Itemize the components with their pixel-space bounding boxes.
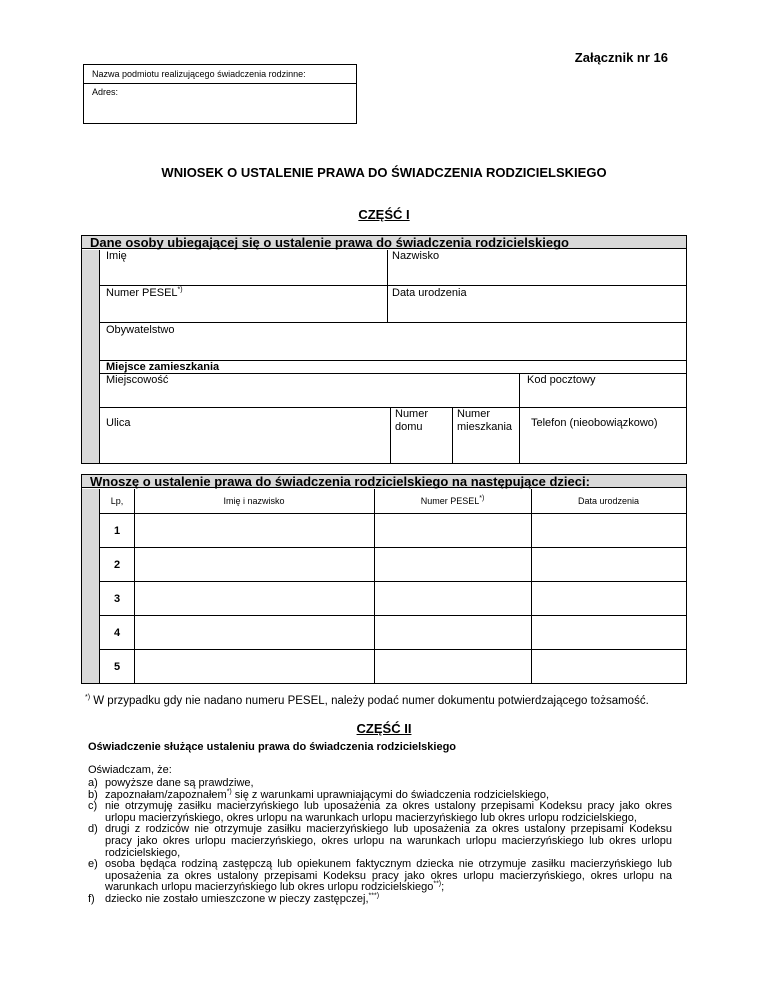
list-item: e) osoba będąca rodziną zastępczą lub opiekunem faktycznym dziecka nie otrzymuje zasiłku macierzyńskiego lub uposażenia za okres ustalony przepisami Kodeksu pracy jako okres urlopu macierzyńskiego, okres urlopu na warunkach urlopu macierzyńskiego lub okres urlopu rodzicielskiego**); [88, 858, 672, 894]
document-title: WNIOSEK O USTALENIE PRAWA DO ŚWIADCZENIA RODZICIELSKIEGO [161, 165, 607, 180]
list-item: c) nie otrzymuję zasiłku macierzyńskiego lub uposażenia za okres ustalony przepisami Kodeksu pracy jako okres urlopu macierzyńskiego, okres urlopu na warunkach urlopu macierzyńskiego lub okres urlopu rodzicielskiego, [88, 800, 672, 824]
street-label: Ulica [106, 417, 131, 429]
list-item: d) drugi z rodziców nie otrzymuje zasiłku macierzyńskiego lub uposażenia za okres ustalony przepisami Kodeksu pracy jako okres urlopu macierzyńskiego, okres urlopu na warunkach urlopu macierzyńskiego lub okres urlopu rodzicielskiego, [88, 823, 672, 859]
part-1-heading: CZĘŚĆ I [358, 207, 410, 222]
applicant-section [81, 235, 687, 464]
table-row: 3 [114, 593, 121, 605]
table-row: 1 [114, 525, 121, 537]
table-row: 5 [114, 661, 121, 673]
col-name: Imię i nazwisko [223, 496, 285, 506]
table-row: 4 [114, 627, 121, 639]
house-number-label: Numer domu [395, 408, 429, 433]
provider-address-label: Adres: [92, 87, 119, 97]
provider-address-box[interactable] [83, 83, 357, 124]
declaration-title: Oświadczenie służące ustaleniu prawa do świadczenia rodzicielskiego [88, 741, 457, 753]
phone-label: Telefon (nieobowiązkowo) [531, 417, 658, 429]
children-gray-bar [82, 489, 100, 683]
postal-code-label: Kod pocztowy [527, 374, 596, 386]
citizenship-label: Obywatelstwo [106, 324, 175, 336]
children-section-title: Wnoszę o ustalenie prawa do świadczenia rodzicielskiego na następujące dzieci: [82, 475, 686, 488]
table-row: 2 [114, 559, 121, 571]
annex-number: Załącznik nr 16 [574, 50, 668, 65]
pesel-footnote: *) W przypadku gdy nie nadano numeru PESEL, należy podać numer dokumentu potwierdzającego tożsamość. [85, 694, 649, 707]
col-lp: Lp, [110, 496, 124, 506]
flat-number-label: Numer mieszkania [457, 408, 513, 433]
birth-date-label: Data urodzenia [392, 287, 467, 299]
pesel-label: Numer PESEL*) [106, 286, 183, 299]
provider-name-box[interactable] [83, 64, 357, 84]
list-item: f) dziecko nie zostało umieszczone w pieczy zastępczej,***) [88, 892, 380, 905]
residence-title: Miejsce zamieszkania [106, 361, 220, 373]
applicant-gray-bar [82, 250, 100, 463]
list-item: b) zapoznałam/zapoznałem*) się z warunkami uprawniającymi do świadczenia rodzicielskiego, [88, 787, 550, 801]
last-name-label: Nazwisko [392, 250, 440, 262]
provider-name-label: Nazwa podmiotu realizującego świadczenia rodzinne: [92, 69, 306, 79]
col-birth-date: Data urodzenia [577, 496, 640, 506]
part-2-heading: CZĘŚĆ II [356, 721, 412, 736]
declaration-list [88, 778, 672, 906]
list-item: a) powyższe dane są prawdziwe, [88, 777, 254, 789]
declaration-intro: Oświadczam, że: [88, 764, 172, 776]
applicant-section-title: Dane osoby ubiegającej się o ustalenie prawa do świadczenia rodzicielskiego [82, 236, 686, 249]
city-label: Miejscowość [106, 374, 169, 386]
first-name-label: Imię [106, 250, 127, 262]
col-pesel: Numer PESEL*) [420, 495, 485, 506]
children-section [81, 474, 687, 684]
